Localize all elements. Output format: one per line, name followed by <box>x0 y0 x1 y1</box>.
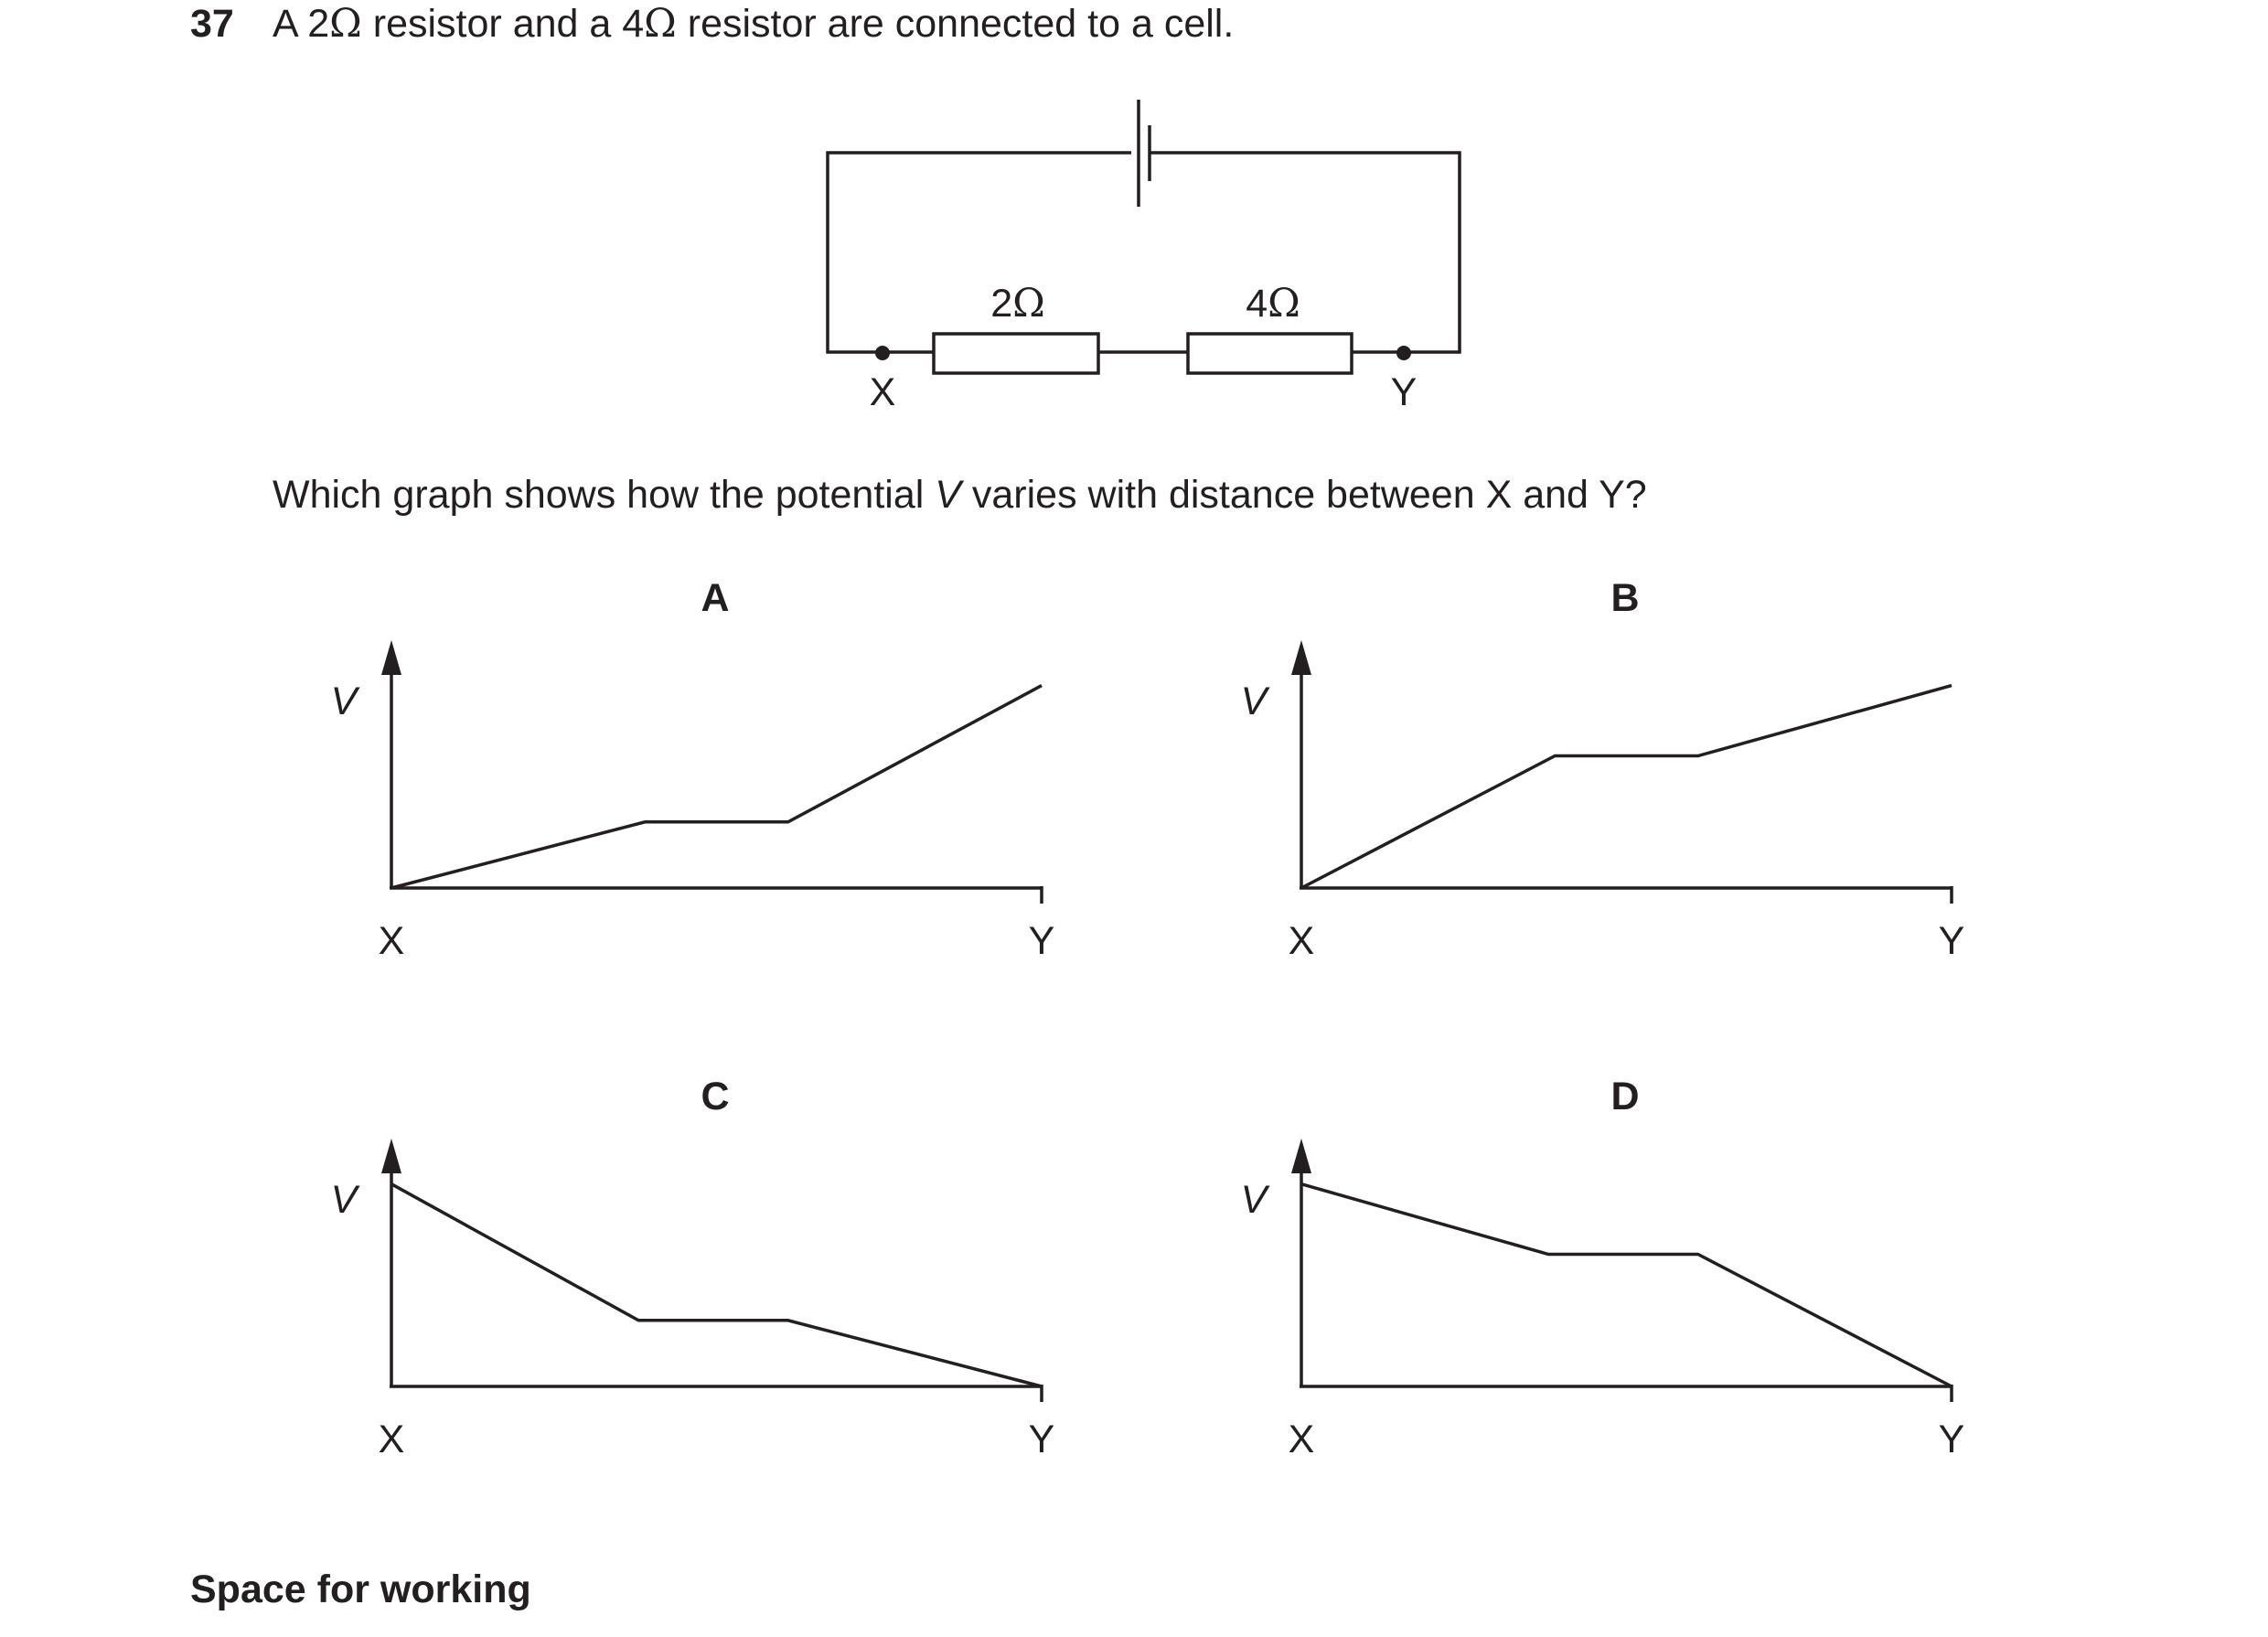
stem-prefix: A 2 <box>273 2 330 46</box>
prompt-prefix: Which graph shows how the potential <box>273 473 936 517</box>
graph-c-v-label: V <box>330 1178 358 1222</box>
graph-c-letter: C <box>701 1075 730 1118</box>
graph-c-x-end-label: Y <box>1028 1418 1055 1461</box>
graph-b-y-axis-arrow <box>1291 640 1311 675</box>
resistor-2-label <box>990 281 1045 326</box>
point-x-dot <box>875 346 890 360</box>
graph-a-v-label: V <box>330 679 358 723</box>
graph-a-x-end-label: Y <box>1028 919 1055 963</box>
graph-b-x-start-label: X <box>1288 919 1315 963</box>
graph-d-y-axis-arrow <box>1291 1139 1311 1173</box>
resistor-4-ohm <box>1188 334 1352 373</box>
graph-c-x-start-label: X <box>378 1418 405 1461</box>
resistor-4-ohm-symbol: Ω <box>1268 281 1300 326</box>
graph-d-x-start-label: X <box>1288 1418 1315 1461</box>
question-prompt <box>273 473 1647 517</box>
graph-b-letter: B <box>1610 576 1640 620</box>
ohm-symbol-1: Ω <box>329 1 362 47</box>
graph-c-y-axis-arrow <box>381 1139 401 1173</box>
point-x-label: X <box>869 370 896 414</box>
point-y-dot <box>1396 346 1411 360</box>
prompt-variable: V <box>935 473 961 517</box>
question-number: 37 <box>190 2 234 46</box>
graph-c <box>331 1075 1055 1461</box>
question-stem <box>273 1 1234 47</box>
graph-a <box>331 576 1055 963</box>
graph-d-potential-line <box>1301 1184 1952 1386</box>
resistor-2-ohm-symbol: Ω <box>1012 281 1045 326</box>
resistor-2-ohm <box>934 334 1098 373</box>
graph-b <box>1241 576 1965 963</box>
stem-suffix: resistor are connected to a cell. <box>676 2 1235 46</box>
graph-a-letter: A <box>701 576 730 620</box>
point-y-label: Y <box>1390 370 1418 414</box>
space-for-working-label: Space for working <box>190 1567 531 1611</box>
stem-mid: resistor and a 4 <box>361 2 645 46</box>
graph-a-y-axis-arrow <box>381 640 401 675</box>
graph-c-potential-line <box>391 1184 1042 1386</box>
graph-a-x-start-label: X <box>378 919 405 963</box>
circuit-diagram <box>828 100 1460 414</box>
graph-b-v-label: V <box>1240 679 1268 723</box>
circuit-wire-top-right <box>1150 153 1460 352</box>
graph-a-potential-line <box>391 686 1042 888</box>
resistor-4-label <box>1246 281 1300 326</box>
graph-d-letter: D <box>1610 1075 1640 1118</box>
graph-options <box>331 576 1965 1461</box>
prompt-suffix: varies with distance between X and Y? <box>960 473 1647 517</box>
resistor-4-value: 4 <box>1246 282 1268 326</box>
ohm-symbol-2: Ω <box>644 1 677 47</box>
resistor-2-value: 2 <box>990 282 1013 326</box>
graph-d-x-end-label: Y <box>1938 1418 1965 1461</box>
graph-d <box>1241 1075 1965 1461</box>
graph-b-potential-line <box>1301 686 1952 888</box>
graph-b-x-end-label: Y <box>1938 919 1965 963</box>
graph-d-v-label: V <box>1240 1178 1268 1222</box>
circuit-wire-top-left <box>828 153 1131 352</box>
